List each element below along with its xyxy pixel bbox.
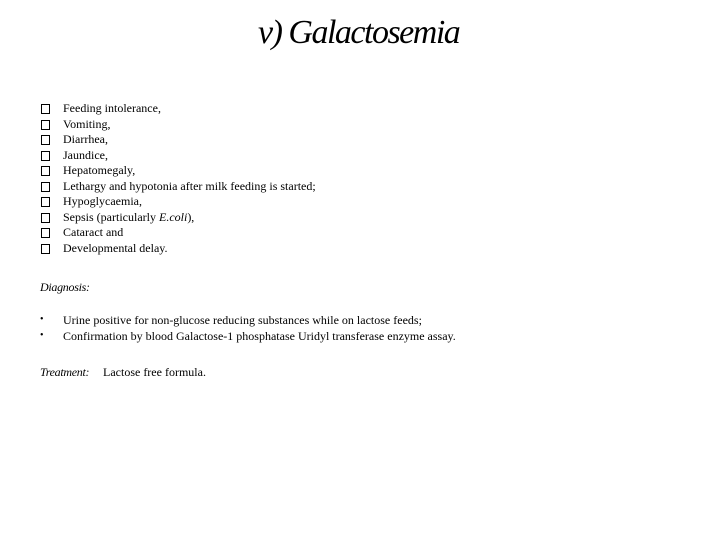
bullet-icon: • <box>40 330 44 341</box>
checkbox-bullet-icon <box>41 213 50 223</box>
symptom-text: Vomiting, <box>63 116 111 131</box>
checkbox-bullet-icon <box>41 120 50 130</box>
symptom-text <box>63 210 194 226</box>
checkbox-bullet-icon <box>41 151 50 161</box>
symptom-text: Feeding intolerance, <box>63 101 161 115</box>
diagnosis-text: Confirmation by blood Galactose-1 phosphatase Uridyl transferase enzyme assay. <box>63 329 456 343</box>
symptom-text: Diarrhea, <box>63 132 108 146</box>
checkbox-bullet-icon <box>41 182 50 192</box>
symptom-text: Cataract and <box>63 225 124 239</box>
diagnosis-heading: Diagnosis: <box>40 280 90 294</box>
checkbox-bullet-icon <box>41 166 50 176</box>
symptom-text-prefix: Sepsis (particularly <box>63 209 159 224</box>
slide-title: v) Galactosemia <box>258 14 460 51</box>
symptom-text: Lethargy and hypotonia after milk feeding is started; <box>63 178 316 193</box>
symptom-text: Jaundice, <box>63 147 108 162</box>
checkbox-bullet-icon <box>41 135 50 145</box>
symptom-text: Hypoglycaemia, <box>63 194 142 208</box>
symptom-text: Developmental delay. <box>63 240 168 255</box>
bullet-icon: • <box>40 314 44 325</box>
organism-name: E.coli <box>158 209 188 224</box>
treatment-label: Treatment: <box>40 365 90 379</box>
diagnosis-text: Urine positive for non-glucose reducing substances while on lactose feeds; <box>63 313 422 327</box>
treatment-value: Lactose free formula. <box>103 365 206 379</box>
checkbox-bullet-icon <box>41 197 50 207</box>
symptom-text: Hepatomegaly, <box>63 163 136 177</box>
checkbox-bullet-icon <box>41 228 50 238</box>
checkbox-bullet-icon <box>41 244 50 254</box>
checkbox-bullet-icon <box>41 104 50 114</box>
treatment-line <box>40 365 206 380</box>
symptom-text-suffix: ), <box>187 209 195 224</box>
